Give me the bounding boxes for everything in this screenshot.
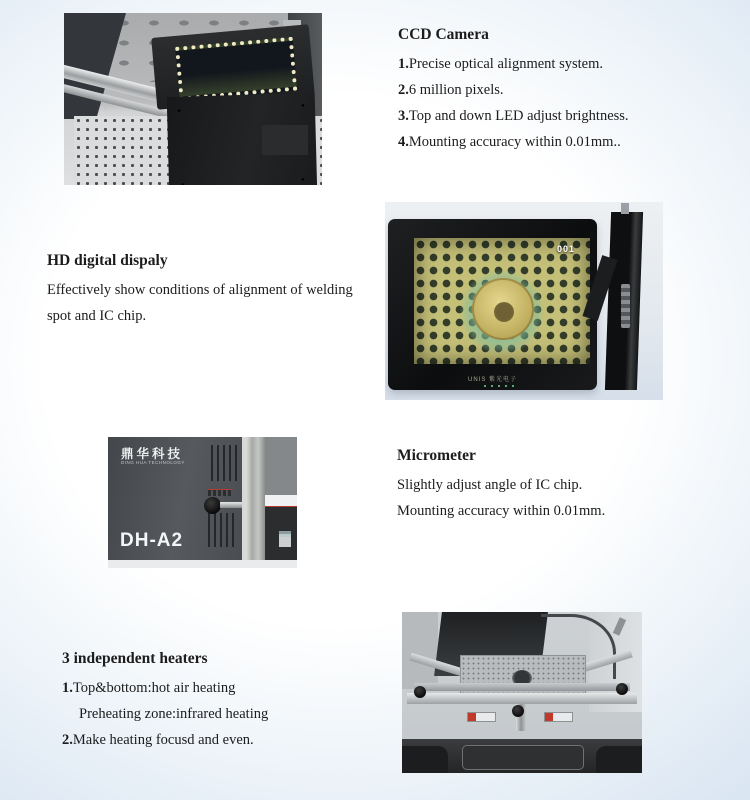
rail-label-right: [544, 712, 573, 722]
adjust-label: [208, 489, 232, 496]
ccd-camera-photo: [64, 13, 322, 185]
floor-band: [108, 560, 297, 568]
base-wing-right: [596, 746, 642, 773]
heaters-section: [62, 648, 268, 753]
hd-monitor-photo: [385, 202, 663, 400]
control-panel-screen: [462, 745, 584, 770]
vent-slots-top: [211, 445, 237, 481]
feature-line: 1.Top&bottom:hot air heating: [62, 680, 236, 696]
feature-line: 3.Top and down LED adjust brightness.: [398, 108, 629, 124]
feature-line: spot and IC chip.: [47, 308, 147, 324]
panel-top-surface: [265, 495, 297, 507]
stand-latch: [621, 284, 630, 328]
camera-attachment: [262, 125, 308, 155]
rail-label-left: [467, 712, 496, 722]
front-rail: [407, 693, 637, 704]
right-dark-panel: [265, 506, 297, 561]
base-wing-left: [402, 746, 448, 773]
hd-display-section: [47, 250, 353, 329]
upper-rail: [414, 683, 630, 691]
micrometer-section: [397, 445, 605, 524]
screen-counter-text: 001: [556, 244, 575, 254]
brand-name-cn: 鼎华科技: [121, 447, 184, 461]
model-number-text: DH-A2: [120, 530, 184, 552]
section-title: Micrometer: [397, 447, 476, 464]
section-title: CCD Camera: [398, 26, 489, 43]
feature-line: 2.6 million pixels.: [398, 82, 504, 98]
disc-center-hole: [494, 302, 514, 322]
dh-a2-panel-photo: [108, 437, 297, 568]
monitor-frame: [388, 219, 597, 390]
indicator-leds: [484, 385, 514, 387]
brand-name-en: DING HUA TECHNOLOGY: [121, 460, 185, 465]
led-lens-window: [175, 37, 297, 101]
feature-line: 2.Make heating focusd and even.: [62, 732, 254, 748]
stand-pin: [621, 203, 629, 214]
feature-line: Slightly adjust angle of IC chip.: [397, 477, 583, 493]
micrometer-shaft: [220, 502, 244, 508]
feature-line: 1.Precise optical alignment system.: [398, 56, 603, 72]
feature-line: Preheating zone:infrared heating: [79, 706, 269, 722]
pcb-target-disc: [472, 278, 534, 340]
vent-slots-bottom: [208, 513, 234, 547]
micrometer-knob: [204, 497, 221, 514]
monitor-brand-label: UNIS 紫光电子: [467, 377, 517, 383]
feature-line: 4.Mounting accuracy within 0.01mm..: [398, 134, 621, 150]
section-title: 3 independent heaters: [62, 650, 208, 667]
metal-strip: [242, 437, 265, 560]
feature-line: Mounting accuracy within 0.01mm.: [397, 503, 606, 519]
monitor-screen: [414, 238, 590, 364]
section-title: HD digital dispaly: [47, 252, 168, 269]
rework-station-photo: [402, 612, 642, 773]
feature-line: Effectively show conditions of alignment of welding: [47, 282, 353, 298]
left-wall: [402, 612, 438, 689]
rail-knob-right: [616, 683, 628, 695]
ccd-camera-section: [398, 24, 629, 155]
mini-warning-label: [279, 531, 291, 547]
rail-knob-left: [414, 686, 426, 698]
